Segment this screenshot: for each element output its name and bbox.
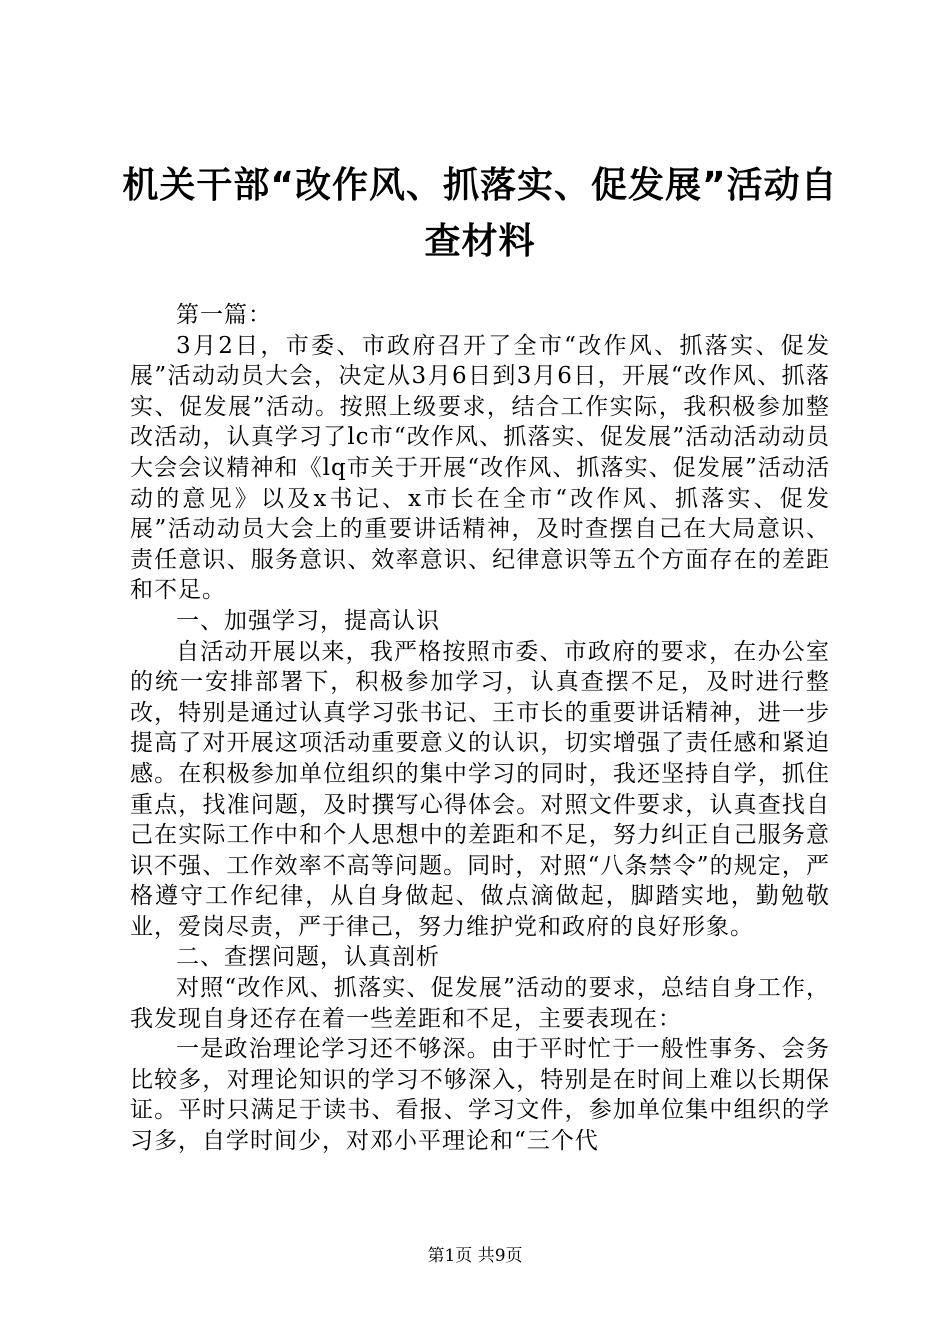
- body-paragraph: 一是政治理论学习还不够深。由于平时忙于一般性事务、会务比较多，对理论知识的学习不够深入，特别是在时间上难以长期保证。平时只满足于读书、看报、学习文件，参加单位集中组织的学习多，自学时间少，对邓小平理论和“三个代: [130, 1036, 830, 1155]
- page-footer: 第1页 共9页: [427, 1246, 523, 1266]
- document-title: 机关干部“改作风、抓落实、促发展”活动自查材料: [122, 165, 838, 262]
- body-paragraph: 自活动开展以来，我严格按照市委、市政府的要求，在办公室的统一安排部署下，积极参加学习，认真查摆不足，及时进行整改，特别是通过认真学习张书记、王市长的重要讲话精神，进一步提高了对开展这项活动重要意义的认识，切实增强了责任感和紧迫感。在积极参加单位组织的集中学习的同时，我还坚持自学，抓住重点，找准问题，及时撰写心得体会。对照文件要求，认真查找自己在实际工作中和个人思想中的差距和不足，努力纠正自己服务意识不强、工作效率不高等问题。同时，对照“八条禁令”的规定，严格遵守工作纪律，从自身做起、做点滴做起，脚踏实地，勤勉敬业，爱岗尽责，严于律己，努力维护党和政府的良好形象。: [130, 638, 830, 940]
- body-paragraph: 3月2日，市委、市政府召开了全市“改作风、抓落实、促发展”活动动员大会，决定从3月6日到3月6日，开展“改作风、抓落实、促发展”活动。按照上级要求，结合工作实际，我积极参加整改活动，认真学习了lc市“改作风、抓落实、促发展”活动活动动员大会会议精神和《lq市关于开展“改作风、抓落实、促发展”活动活动的意见》以及x书记、x市长在全市“改作风、抓落实、促发展”活动动员大会上的重要讲话精神，及时查摆自己在大局意识、责任意识、服务意识、效率意识、纪律意识等五个方面存在的差距和不足。: [130, 332, 830, 604]
- section-heading: 一、加强学习，提高认识: [176, 607, 440, 634]
- body-paragraph: 对照“改作风、抓落实、促发展”活动的要求，总结自身工作，我发现自身还存在着一些差距和不足，主要表现在：: [130, 975, 830, 1032]
- section-label: 第一篇：: [176, 302, 272, 328]
- section-heading: 二、查摆问题，认真剖析: [176, 944, 440, 971]
- document-body: [130, 300, 830, 1157]
